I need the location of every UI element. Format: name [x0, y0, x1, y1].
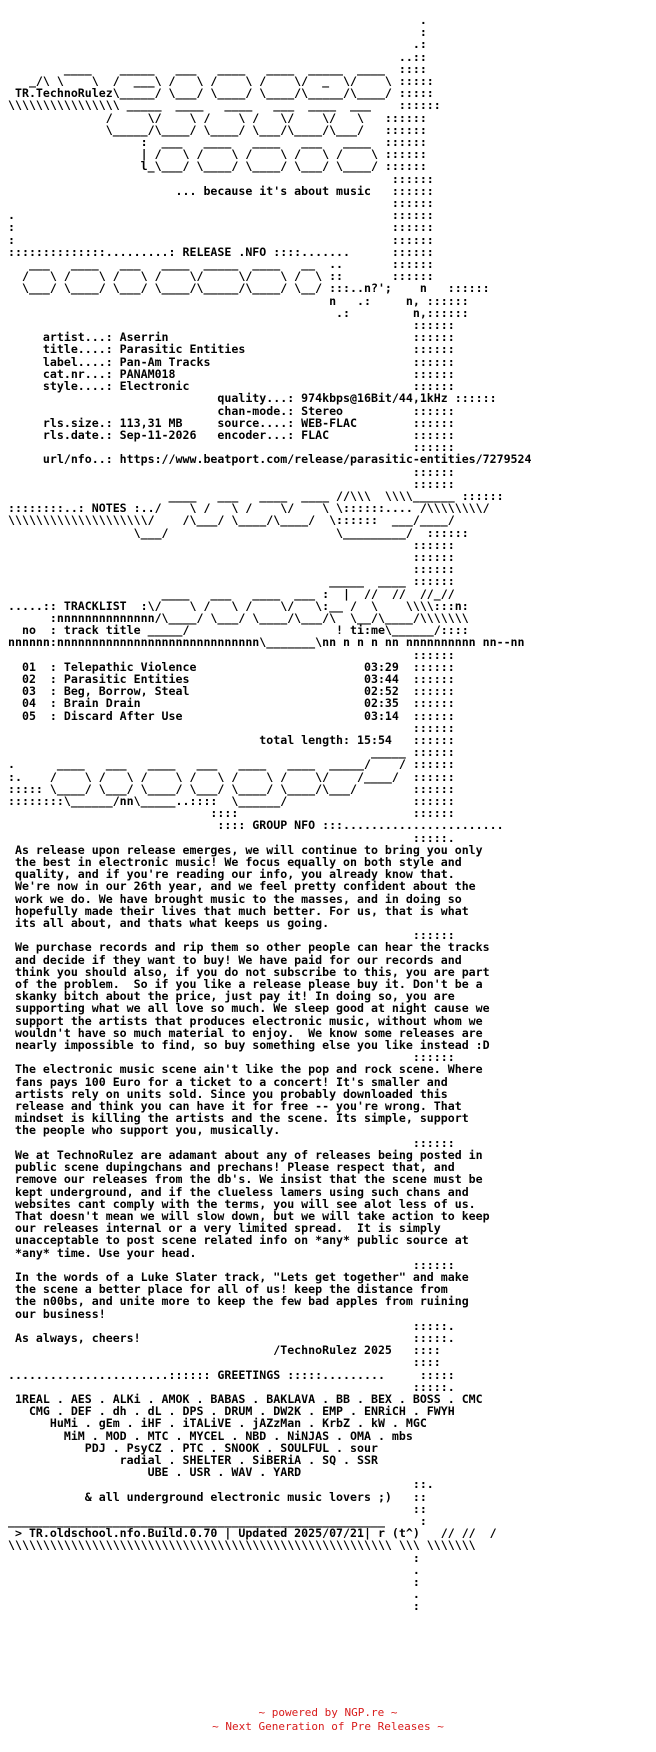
- nfo-line: CMG . DEF . dh . dL . DPS . DRUM . DW2K . EMP . ENRiCH . FWYH: [8, 1404, 455, 1419]
- nfo-line: We're now in our 26th year, and we feel pretty confident about the: [8, 879, 476, 894]
- nfo-line: _____ ::::::: [8, 745, 455, 760]
- nfo-text: [8, 14, 532, 1613]
- nfo-line: ... because it's about music ::::::: [8, 183, 434, 198]
- nfo-line: wouldn't have so much material to enjoy. We know some releases are: [8, 1025, 483, 1040]
- nfo-line: | / \ / \ / \ / \ / \ ::::::: [8, 147, 427, 162]
- nfo-line: ::::::::..: NOTES :../ \ / \ / \/ \ \::::::.... /\\\\\\\\/: [8, 501, 490, 516]
- nfo-line: :nnnnnnnnnnnnnn/\____/ \___/ \____/\___/\ \__/\____/\\\\\\\: [8, 610, 469, 625]
- nfo-line: :::: ::::::: [8, 806, 455, 821]
- nfo-line: & all underground electronic music lovers ;) ::: [8, 1489, 427, 1504]
- nfo-line: title....: Parasitic Entities ::::::: [8, 342, 455, 357]
- nfo-line: \___/ \_________/ ::::::: [8, 525, 469, 540]
- nfo-line: That doesn't mean we will slow down, but we will take action to keep: [8, 1208, 490, 1223]
- nfo-line: 05 : Discard After Use 03:14 ::::::: [8, 708, 455, 723]
- nfo-line: ::::::: [8, 1135, 455, 1150]
- nfo-line: ::: [8, 1501, 427, 1516]
- nfo-line: fans pays 100 Euro for a ticket to a concert! It's smaller and: [8, 1074, 448, 1089]
- nfo-line: We at TechnoRulez are adamant about any of releases being posted in: [8, 1147, 483, 1162]
- nfo-line: ::::::: [8, 720, 455, 735]
- nfo-line: work we do. We have brought music to the masses, and in doing so: [8, 891, 462, 906]
- nfo-line: ::::::: [8, 549, 455, 564]
- nfo-line: remove our releases from the db's. We insist that the scene must be: [8, 1172, 483, 1187]
- nfo-line: ::::::: [8, 1050, 455, 1065]
- nfo-line: ___ ____ ___ ____ _____ ____ __ .. ::::::: [8, 257, 434, 272]
- nfo-line: our releases internal or a very limited spread. It is simply: [8, 1221, 441, 1236]
- nfo-line: supporting what we all love so much. We sleep good at night cause we: [8, 1001, 490, 1016]
- nfo-line: .: [8, 13, 427, 27]
- nfo-line: release and think you can have it for free -- you're wrong. That: [8, 1099, 462, 1114]
- nfo-line: the n00bs, and unite more to keep the few bad apples from ruining: [8, 1294, 469, 1309]
- nfo-line: As always, cheers! :::::.: [8, 1330, 455, 1345]
- nfo-line: ::::::::::::::.........: RELEASE .NFO ::::....... ::::::: [8, 244, 434, 259]
- nfo-line: ::::::: [8, 318, 455, 333]
- nfo-line: HuMi . gEm . iHF . iTALiVE . jAZzMan . KrbZ . kW . MGC: [8, 1416, 427, 1431]
- nfo-line: 02 : Parasitic Entities 03:44 ::::::: [8, 671, 455, 686]
- nfo-line: rls.date.: Sep-11-2026 encoder...: FLAC ::::::: [8, 427, 455, 442]
- nfo-line: l_\___/ \____/ \____/ \___/ \____/ ::::::: [8, 159, 427, 174]
- nfo-line: n .: n, ::::::: [8, 293, 469, 308]
- nfo-line: ::::::: [8, 562, 455, 577]
- nfo-line: kept underground, and if the clueless lamers using such chans and: [8, 1184, 469, 1199]
- nfo-line: url/nfo..: https://www.beatport.com/release/parasitic-entities/7279524: [8, 452, 532, 467]
- nfo-line: ..::: [8, 49, 427, 64]
- nfo-line: total length: 15:54 ::::::: [8, 732, 455, 747]
- nfo-line: ::::::: [8, 440, 455, 455]
- nfo-line: MiM . MOD . MTC . MYCEL . NBD . NiNJAS . OMA . mbs: [8, 1428, 413, 1443]
- nfo-line: : ::::::: [8, 220, 434, 235]
- nfo-line: radial . SHELTER . SiBERiA . SQ . SSR: [8, 1452, 378, 1467]
- nfo-line: ::::::: [8, 476, 455, 491]
- nfo-line: the best in electronic music! We focus equally on both style and: [8, 855, 462, 870]
- nfo-line: ______________________________________________________ :: [8, 1513, 427, 1528]
- nfo-line: 01 : Telepathic Violence 03:29 ::::::: [8, 659, 455, 674]
- nfo-line: ____ ___ ____ ___ : | // // //_//: [8, 586, 455, 601]
- nfo-line: the people who support you, musically.: [8, 1123, 281, 1138]
- nfo-line: chan-mode.: Stereo ::::::: [8, 403, 455, 418]
- nfo-line: support the artists that produces electronic music, without whom we: [8, 1013, 483, 1028]
- nfo-line: :::::.: [8, 1379, 455, 1394]
- nfo-line: artist...: Aserrin ::::::: [8, 330, 455, 345]
- nfo-line: nearly impossible to find, so buy something else you like instead :D: [8, 1038, 490, 1053]
- nfo-line: :: [8, 1599, 420, 1614]
- nfo-line: ____ ___ ____ ____ //\\\ \\\\______ ::::::: [8, 488, 504, 503]
- nfo-line: :::: GROUP NFO :::.......................: [8, 818, 504, 833]
- nfo-line: :::::.: [8, 830, 455, 845]
- nfo-line: PDJ . PsyCZ . PTC . SNOOK . SOULFUL . sour: [8, 1440, 378, 1455]
- nfo-line: ::::::::\______/nn\_____..:::: \______/ ::::::: [8, 794, 455, 808]
- nfo-line: .: [8, 1562, 420, 1577]
- nfo-line: \___/ \____/ \___/ \____/\_____/\____/ \__/ :::..n?'; n ::::::: [8, 281, 490, 296]
- nfo-line: The electronic music scene ain't like the pop and rock scene. Where: [8, 1062, 483, 1077]
- nfo-line: > TR.oldschool.nfo.Build.0.70 | Updated 2025/07/21| r (t^) // // /: [8, 1526, 497, 1541]
- nfo-line: In the words of a Luke Slater track, "Lets get together" and make: [8, 1269, 469, 1284]
- nfo-line: hopefully made their lives that much better. For us, that is what: [8, 903, 469, 918]
- nfo-line: websites cant comply with the terms, you will see alot less of us.: [8, 1196, 476, 1211]
- nfo-line: .....:: TRACKLIST :\/ \ / \ / \/ \:__ / \ \\\\:::n:: [8, 598, 469, 613]
- nfo-line: :: [8, 25, 427, 40]
- nfo-line: TR.TechnoRulez\_____/ \___/ \____/ \____/\_____/\____/ :::::: [8, 86, 434, 101]
- nfo-line: .:: [8, 37, 427, 52]
- nfo-line: ____ _____ ___ ____ ____ _____ ____ ::::: [8, 61, 427, 76]
- nfo-line: quality...: 974kbps@16Bit/44,1kHz ::::::: [8, 391, 497, 406]
- nfo-line: 04 : Brain Drain 02:35 ::::::: [8, 696, 455, 711]
- nfo-line: rls.size.: 113,31 MB source....: WEB-FLAC ::::::: [8, 415, 455, 430]
- nfo-line: its all about, and thats what keeps us going.: [8, 916, 330, 931]
- nfo-line: public scene dupingchans and prechans! Please respect that, and: [8, 1160, 455, 1175]
- nfo-line: _____ ____ ::::::: [8, 574, 455, 589]
- nfo-line: unacceptable to post scene related info on *any* public source at: [8, 1233, 469, 1248]
- nfo-line: label....: Pan-Am Tracks ::::::: [8, 354, 455, 369]
- nfo-line: ::::: [8, 1355, 441, 1370]
- nfo-line: mindset is killing the artists and the scene. Its simple, support: [8, 1111, 469, 1126]
- nfo-line: .: n,::::::: [8, 305, 469, 320]
- nfo-line: :: [8, 1550, 420, 1565]
- nfo-line: :: [8, 1575, 420, 1589]
- nfo-line: cat.nr...: PANAM018 ::::::: [8, 366, 455, 381]
- nfo-line: style....: Electronic ::::::: [8, 379, 455, 394]
- footer: [0, 1706, 656, 1734]
- nfo-line: ::::::: [8, 464, 455, 479]
- nfo-line: \\\\\\\\\\\\\\\\\\\\\\\\\\\\\\\\\\\\\\\\\\\\\\\\\\\\\\\ \\\ \\\\\\\: [8, 1538, 476, 1553]
- nfo-line: *any* time. Use your head.: [8, 1245, 197, 1260]
- nfo-line: quality, and if you're reading our info, you already know that.: [8, 867, 455, 882]
- nfo-line: ::::: \____/ \___/ \____/ \___/ \____/ \____/\___/ ::::::: [8, 781, 455, 796]
- powered-by-link[interactable]: ~ powered by NGP.re ~: [258, 1706, 398, 1719]
- nfo-line: _/\ \ \ / ___\ / \ / \ / \/ _ \/ \ :::::: [8, 74, 434, 89]
- nfo-line: nnnnnn:nnnnnnnnnnnnnnnnnnnnnnnnnnnnn\_______\nn n n n nn nnnnnnnnnn nn--nn: [8, 635, 525, 650]
- nfo-line: \\\\\\\\\\\\\\\\\\\\/ /\___/ \____/\____/ \:::::: ___/____/: [8, 513, 455, 528]
- nfo-line: .: [8, 1587, 420, 1602]
- nfo-line: ::.: [8, 1477, 434, 1492]
- nfo-line: . ::::::: [8, 208, 434, 223]
- nfo-line: \\\\\\\\\\\\\\\\ _____ ____ ____ ___ ____ ___ ::::::: [8, 98, 441, 113]
- nfo-line: \_____/\____/ \____/ \___/\____/\___/ ::::::: [8, 122, 427, 137]
- nfo-line: of the problem. So if you like a release please buy it. Don't be a: [8, 977, 483, 992]
- nfo-line: 03 : Beg, Borrow, Steal 02:52 ::::::: [8, 684, 455, 699]
- nfo-line: / \/ \ / \ / \/ \/ \ ::::::: [8, 110, 427, 125]
- nfo-line: .......................:::::: GREETINGS :::::......... :::::: [8, 1367, 455, 1382]
- nfo-line: no : track title _____/ ! ti:me\______/::::: [8, 623, 469, 638]
- nfo-line: :::::.: [8, 1318, 455, 1333]
- nfo-line: artists rely on units sold. Since you probably downloaded this: [8, 1086, 448, 1101]
- nfo-line: and decide if they want to buy! We have paid for our records and: [8, 952, 462, 967]
- nfo-line: ::::::: [8, 171, 434, 186]
- nfo-line: We purchase records and rip them so other people can hear the tracks: [8, 940, 490, 955]
- nfo-line: ::::::: [8, 537, 455, 552]
- nfo-line: skanky bitch about the price, just pay it! In doing so, you are: [8, 989, 455, 1004]
- nfo-line: : ___ ____ ____ ___ ____ ::::::: [8, 135, 427, 150]
- nfo-line: /TechnoRulez 2025 ::::: [8, 1343, 441, 1358]
- nfo-line: 1REAL . AES . ALKi . AMOK . BABAS . BAKLAVA . BB . BEX . BOSS . CMC: [8, 1391, 483, 1406]
- nfo-line: / \ / \ / \ / \/ \/ \ / \ :: ::::::: [8, 269, 434, 284]
- tagline: ~ Next Generation of Pre Releases ~: [212, 1720, 444, 1733]
- nfo-line: ::::::: [8, 928, 455, 943]
- nfo-line: : ::::::: [8, 232, 434, 247]
- nfo-line: ::::::: [8, 647, 455, 662]
- nfo-line: ::::::: [8, 1257, 455, 1272]
- nfo-line: As release upon release emerges, we will continue to bring you only: [8, 842, 483, 857]
- nfo-line: think you should also, if you do not subscribe to this, you are part: [8, 964, 490, 979]
- nfo-line: UBE . USR . WAV . YARD: [8, 1465, 302, 1480]
- nfo-line: the scene a better place for all of us! keep the distance from: [8, 1282, 448, 1297]
- nfo-line: :. / \ / \ / \ / \ / \ / \/ /____/ ::::::: [8, 769, 455, 784]
- nfo-line: ::::::: [8, 196, 434, 211]
- nfo-line: . ____ ___ ____ ___ ____ ____ _____/ / ::::::: [8, 757, 455, 772]
- nfo-line: our business!: [8, 1306, 106, 1321]
